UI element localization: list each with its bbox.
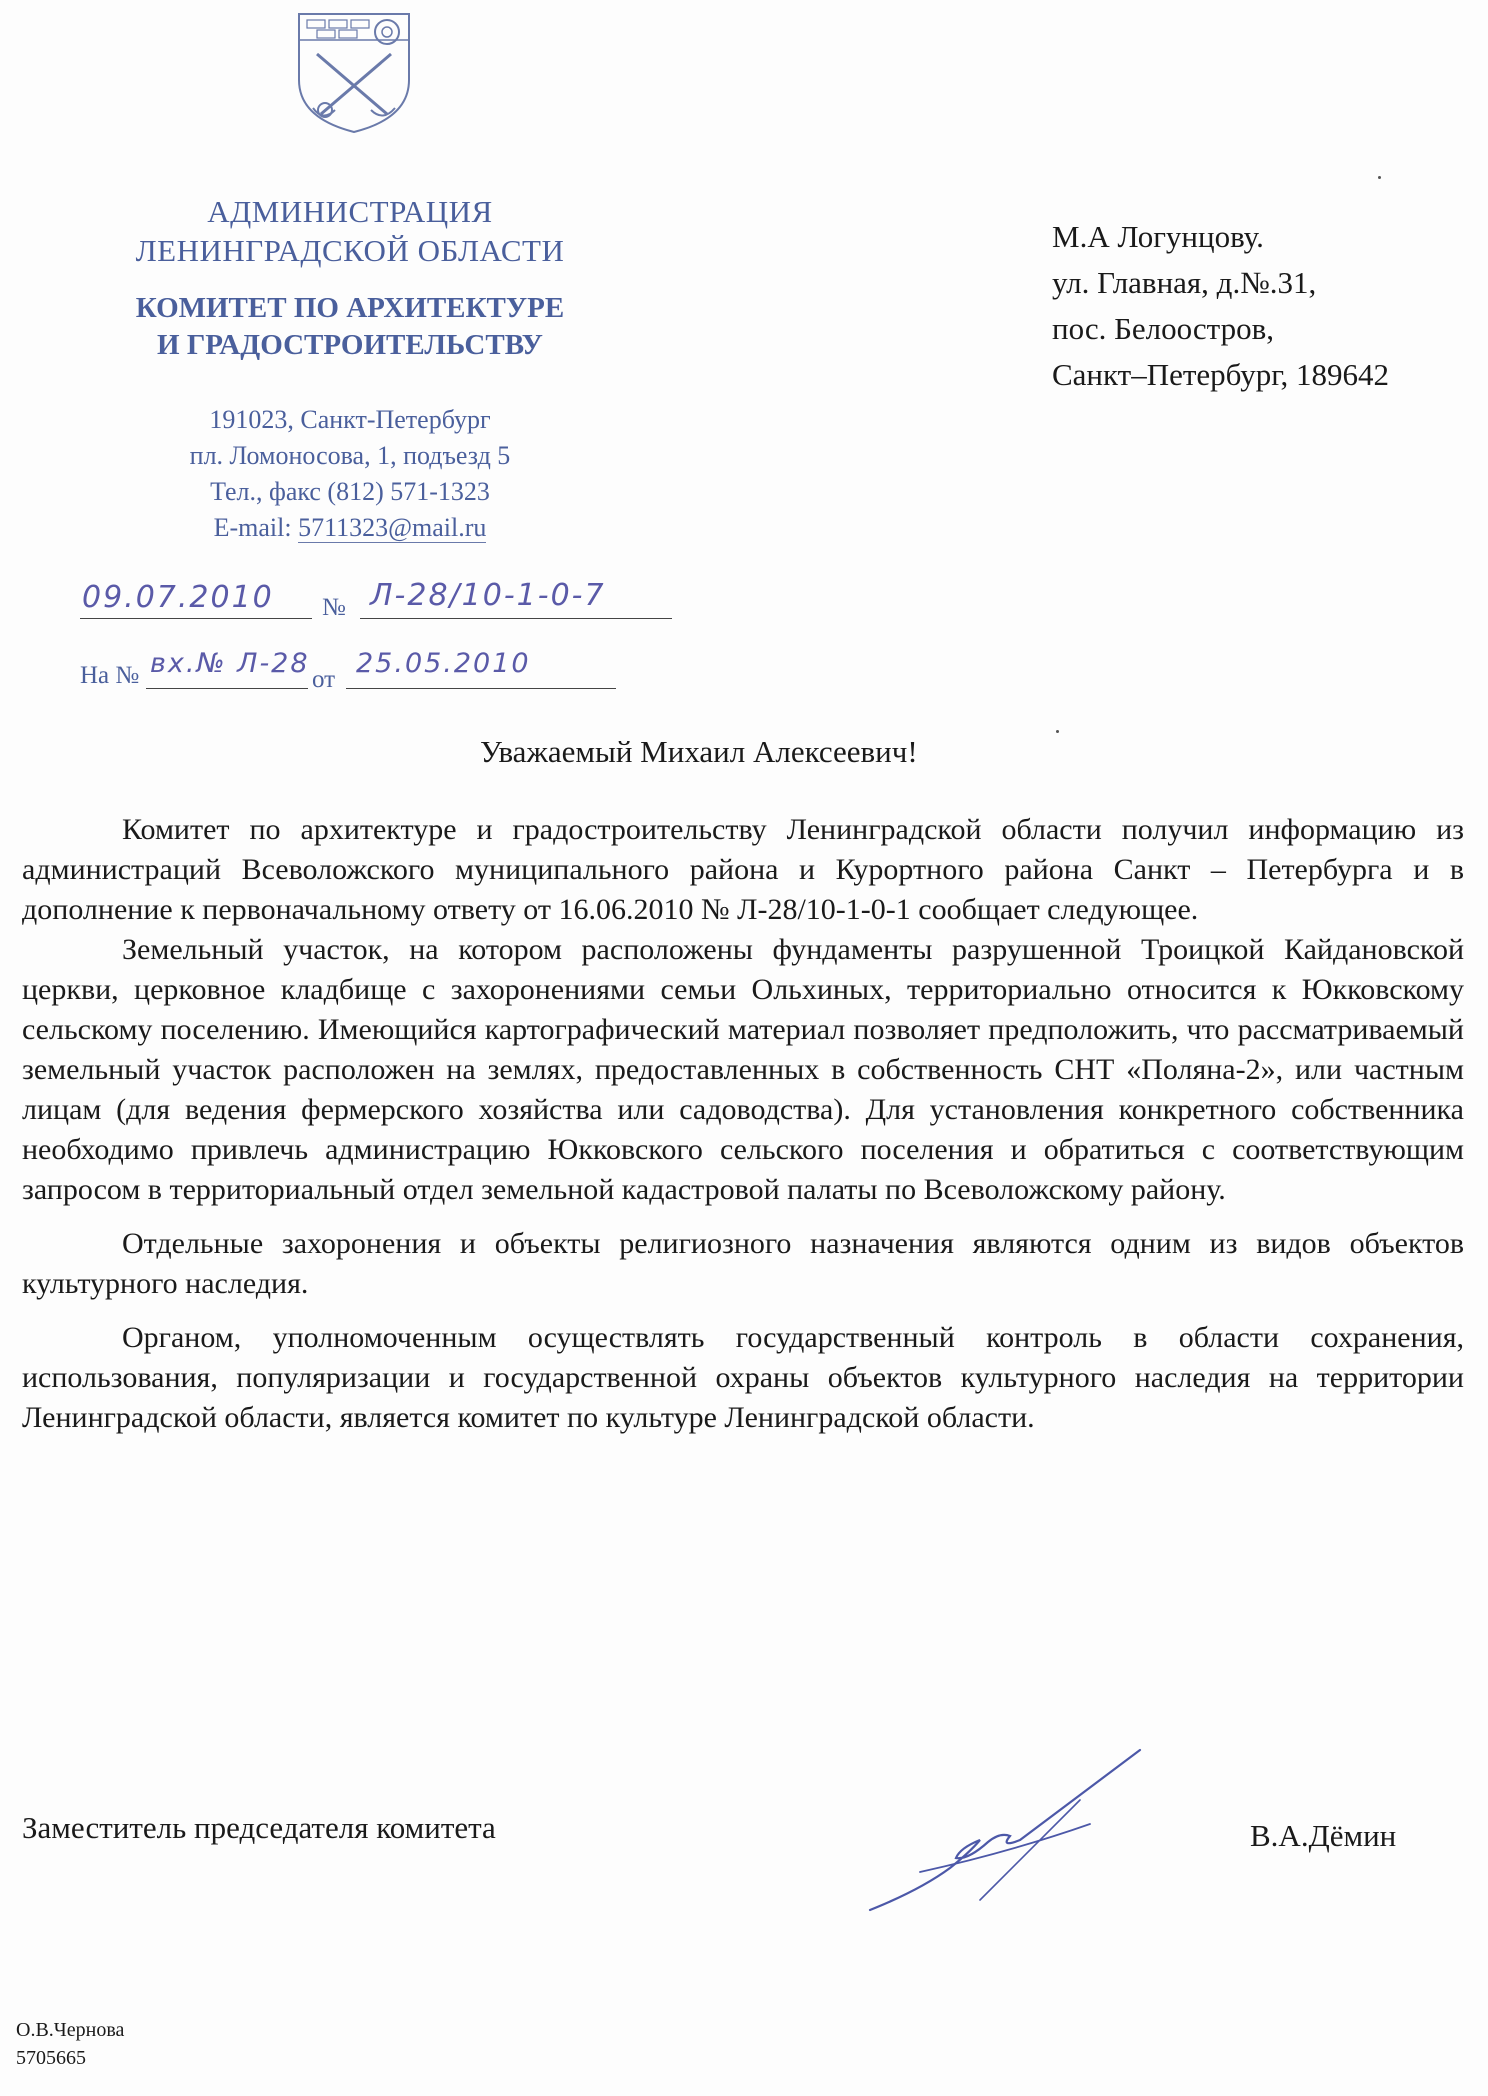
recipient-block xyxy=(1052,214,1389,398)
recipient-settlement: пос. Белоостров, xyxy=(1052,311,1274,346)
in-reply-underline xyxy=(146,688,308,689)
scan-speck xyxy=(1056,730,1059,733)
in-reply-number: вх.№ Л-28 xyxy=(150,648,310,679)
number-label: № xyxy=(322,594,346,621)
scan-speck xyxy=(1378,176,1381,179)
address-line2: пл. Ломоносова, 1, подъезд 5 xyxy=(189,441,511,470)
executor-block xyxy=(16,2016,124,2072)
outgoing-date: 09.07.2010 xyxy=(82,580,274,615)
executor-name: О.В.Чернова xyxy=(16,2019,125,2041)
body-paragraph-2: Земельный участок, на котором расположены фундаменты разрушенной Троицкой Кайдановской церкви, церковное кладбище с захоронениями семьи Ольхиных, территориально относится к Юкковскому сельскому поселению. Имеющийся картографический материал позволяет предположить, что рассматриваемый земельный участок расположен на землях, предоставленных в собственность СНТ «Поляна-2», или частным лицам (для ведения фермерского хозяйства или садоводства). Для установления конкретного собственника необходимо привлечь администрацию Юкковского сельского поселения и обратиться с соответствующим запросом в территориальный отдел земельной кадастровой палаты по Всеволожскому району. xyxy=(22,933,1464,1206)
from-label: от xyxy=(312,666,336,693)
org-name-line2: ЛЕНИНГРАДСКОЙ ОБЛАСТИ xyxy=(135,233,565,268)
number-underline xyxy=(360,618,672,619)
in-reply-date-underline xyxy=(346,688,616,689)
recipient-street: ул. Главная, д.№.31, xyxy=(1052,265,1317,300)
recipient-name: М.А Логунцову. xyxy=(1052,219,1264,254)
date-underline xyxy=(80,618,312,619)
email-line xyxy=(120,510,580,546)
handwritten-signature-icon xyxy=(860,1740,1150,1920)
body-paragraph-4: Органом, уполномоченным осуществлять государственный контроль в области сохранения, использования, популяризации и государственной охраны объектов культурного наследия на территории Ленинградской области, является комитет по культуре Ленинградской области. xyxy=(22,1321,1464,1434)
in-reply-date: 25.05.2010 xyxy=(356,648,531,679)
email-label: E-mail: xyxy=(213,513,299,542)
address-line1: 191023, Санкт-Петербург xyxy=(209,405,491,434)
org-name-line1: АДМИНИСТРАЦИЯ xyxy=(207,194,493,229)
letter-body xyxy=(22,810,1464,1452)
body-paragraph-3: Отдельные захоронения и объекты религиозного назначения являются одним из видов объектов культурного наследия. xyxy=(22,1227,1464,1300)
committee-name-line1: КОМИТЕТ ПО АРХИТЕКТУРЕ xyxy=(135,292,565,324)
coat-of-arms-icon xyxy=(295,10,413,136)
outgoing-number: Л-28/10-1-0-7 xyxy=(370,578,606,613)
salutation: Уважаемый Михаил Алексеевич! xyxy=(480,734,918,769)
phone-fax: Тел., факс (812) 571-1323 xyxy=(210,477,490,506)
email-address[interactable]: 5711323@mail.ru xyxy=(298,513,487,542)
signatory-position: Заместитель председателя комитета xyxy=(22,1810,496,1845)
in-reply-label: На № xyxy=(80,662,140,689)
signatory-name: В.А.Дёмин xyxy=(1250,1818,1397,1853)
executor-phone: 5705665 xyxy=(16,2047,86,2069)
body-paragraph-1: Комитет по архитектуре и градостроительству Ленинградской области получил информацию из администраций Всеволожского муниципального района и Курортного района Санкт – Петербурга и в дополнение к первоначальному ответу от 16.06.2010 № Л-28/10-1-0-1 сообщает следующее. xyxy=(22,813,1464,926)
committee-name-line2: И ГРАДОСТРОИТЕЛЬСТВУ xyxy=(157,329,543,361)
recipient-city: Санкт–Петербург, 189642 xyxy=(1052,357,1389,392)
